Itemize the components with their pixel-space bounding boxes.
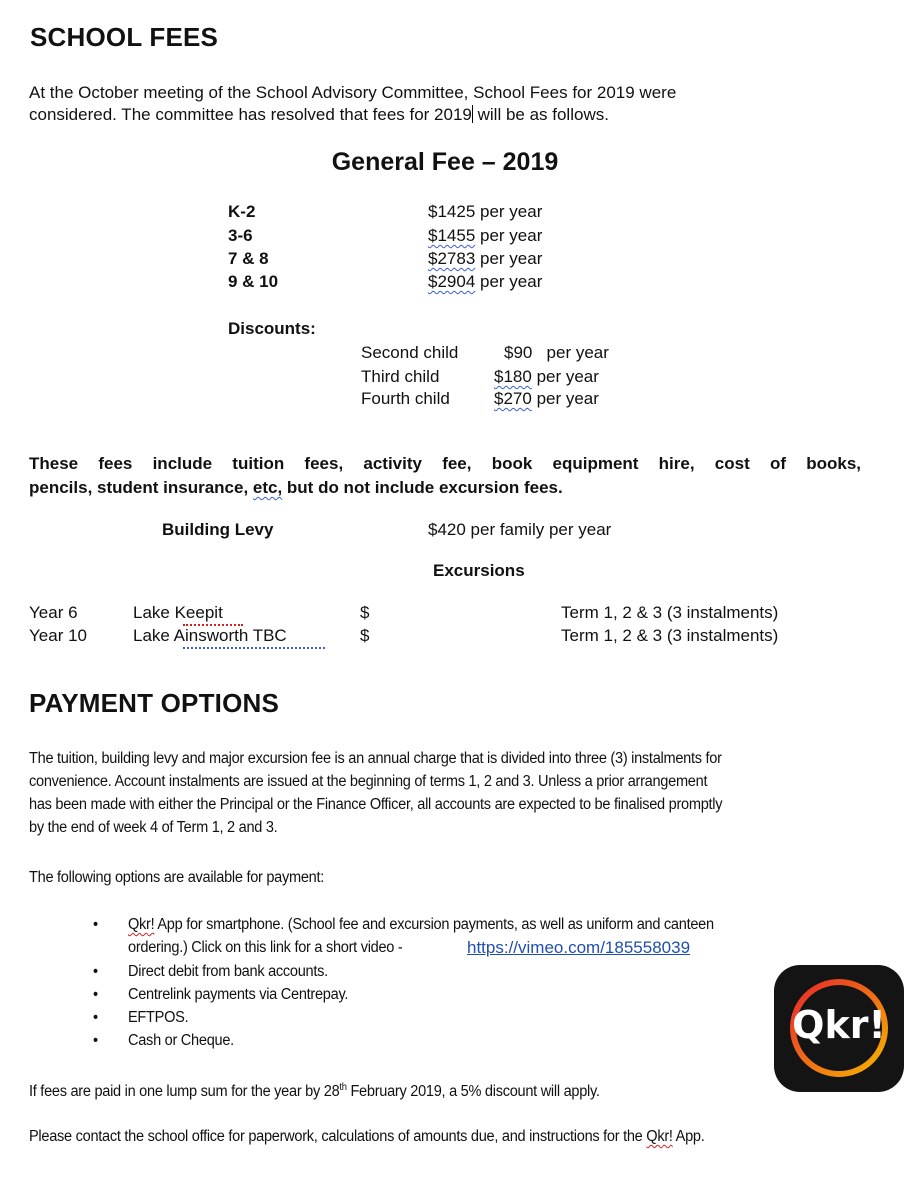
intro-line-2-end: will be as follows. xyxy=(472,105,609,124)
discount-amount xyxy=(494,366,599,388)
fee-amount xyxy=(428,248,542,270)
building-levy-amount: $420 per family per year xyxy=(428,520,612,539)
bullet: • xyxy=(93,1032,98,1049)
fee-period: per year xyxy=(480,202,543,221)
option-eftpos: EFTPOS. xyxy=(128,1009,189,1026)
option-qkr-line-2 xyxy=(128,936,402,960)
discount-value: $180 xyxy=(494,367,532,386)
lump-sum-note xyxy=(29,1076,600,1104)
intro-line-1: At the October meeting of the School Advisory Committee, School Fees for 2019 were xyxy=(29,83,677,102)
contact-end: App. xyxy=(672,1128,705,1145)
option-cash-cheque: Cash or Cheque. xyxy=(128,1032,234,1049)
inclusion-line-2 xyxy=(29,477,563,499)
fee-grade: 9 & 10 xyxy=(228,272,279,291)
payment-heading: PAYMENT OPTIONS xyxy=(29,688,280,718)
excursion-cost: $ xyxy=(360,603,370,622)
discounts-label: Discounts: xyxy=(228,319,316,338)
page-title: SCHOOL FEES xyxy=(30,22,219,52)
qkr-video-text: ordering.) Click on this link for a short video - xyxy=(128,939,403,956)
contact-note xyxy=(29,1125,704,1149)
discount-period: per year xyxy=(546,343,609,362)
inclusion-etc: etc, xyxy=(252,478,283,497)
fee-grade: 7 & 8 xyxy=(228,249,269,268)
fee-period: per year xyxy=(480,249,543,268)
option-qkr xyxy=(128,913,714,937)
qkr-word: Qkr! xyxy=(128,916,155,933)
contact-qkr: Qkr! xyxy=(646,1128,673,1145)
fee-amount xyxy=(428,225,542,247)
option-direct-debit: Direct debit from bank accounts. xyxy=(128,963,328,980)
excursions-heading: Excursions xyxy=(433,561,525,580)
payment-para-line: convenience. Account instalments are issued at the beginning of terms 1, 2 and 3. Unless a prior arrangement xyxy=(29,773,708,790)
discount-amount xyxy=(504,342,609,364)
excursion-terms: Term 1, 2 & 3 (3 instalments) xyxy=(561,626,779,645)
fee-period: per year xyxy=(480,272,543,291)
ordinal-suffix: th xyxy=(339,1082,347,1093)
excursion-year: Year 10 xyxy=(29,626,87,645)
lump-sum-end: February 2019, a 5% discount will apply. xyxy=(346,1083,600,1101)
payment-options-intro: The following options are available for payment: xyxy=(29,869,325,886)
contact-text: Please contact the school office for paperwork, calculations of amounts due, and instructions for the xyxy=(29,1128,647,1145)
fee-period: per year xyxy=(480,226,543,245)
bullet: • xyxy=(93,963,98,980)
excursion-place-text: Lake Ainsworth TBC xyxy=(133,626,287,645)
payment-para-line: by the end of week 4 of Term 1, 2 and 3. xyxy=(29,819,278,836)
discount-period: per year xyxy=(536,367,599,386)
discount-amount xyxy=(494,388,599,410)
intro-line-2 xyxy=(29,104,609,126)
excursion-cost: $ xyxy=(360,626,370,645)
option-centrepay: Centrelink payments via Centrepay. xyxy=(128,986,349,1003)
spellcheck-mark xyxy=(183,620,243,626)
general-fee-heading: General Fee – 2019 xyxy=(331,148,559,176)
inclusion-text: pencils, student insurance, xyxy=(29,478,253,497)
fee-value: $2904 xyxy=(428,272,476,291)
building-levy-label: Building Levy xyxy=(162,520,274,539)
fee-amount xyxy=(428,271,542,293)
excursion-place-text: Lake Keepit xyxy=(133,603,223,622)
bullet: • xyxy=(93,916,98,933)
fee-value: $1425 xyxy=(428,202,476,221)
discount-value: $90 xyxy=(504,343,533,362)
inclusion-end: but do not include excursion fees. xyxy=(282,478,563,497)
fee-grade: 3-6 xyxy=(228,226,253,245)
payment-para-line: The tuition, building levy and major excursion fee is an annual charge that is divided into three (3) instalments for xyxy=(29,750,722,767)
discount-value: $270 xyxy=(494,389,532,408)
excursion-terms: Term 1, 2 & 3 (3 instalments) xyxy=(561,603,779,622)
discount-child: Fourth child xyxy=(361,389,450,408)
payment-para-line: has been made with either the Principal or the Finance Officer, all accounts are expected to be finalised promptly xyxy=(29,796,723,813)
lump-sum-text: If fees are paid in one lump sum for the year by 28 xyxy=(29,1083,340,1101)
qkr-logo-text: Qkr! xyxy=(792,1003,886,1047)
discount-child: Third child xyxy=(361,367,440,386)
fee-value: $2783 xyxy=(428,249,476,268)
qkr-description: App for smartphone. (School fee and excursion payments, as well as uniform and canteen xyxy=(154,916,714,933)
discount-period: per year xyxy=(536,389,599,408)
intro-line-2-text: considered. The committee has resolved that fees for 2019 xyxy=(29,105,472,124)
discount-child: Second child xyxy=(361,343,459,362)
bullet: • xyxy=(93,986,98,1003)
qkr-app-logo xyxy=(774,965,904,1092)
bullet: • xyxy=(93,1009,98,1026)
fee-grade: K-2 xyxy=(228,202,256,221)
inclusion-line-1: These fees include tuition fees, activity fee, book equipment hire, cost of books, xyxy=(29,454,861,473)
fee-amount xyxy=(428,201,542,223)
vimeo-link[interactable]: https://vimeo.com/185558039 xyxy=(467,938,691,957)
excursion-year: Year 6 xyxy=(29,603,78,622)
grammar-mark xyxy=(183,643,325,649)
fee-value: $1455 xyxy=(428,226,476,245)
